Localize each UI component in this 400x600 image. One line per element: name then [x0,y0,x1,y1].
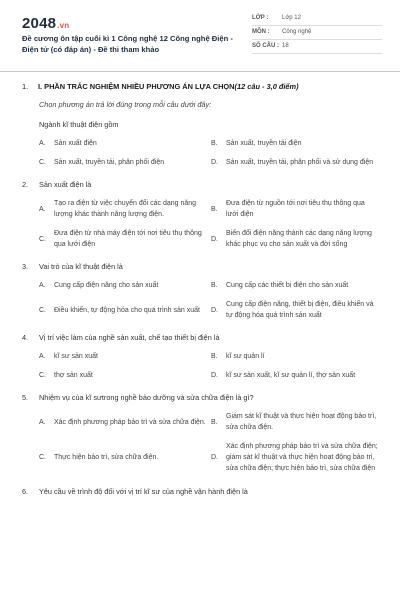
question-text [22,332,400,343]
option-letter: D. [211,454,218,461]
option-c[interactable] [39,299,211,321]
option-letter: D. [211,372,218,379]
question-text [22,261,400,272]
option-a[interactable] [39,138,211,149]
option-text: Sản xuất, truyền tải điện [226,140,302,147]
option-text: Thực hiện bảo trì, sửa chữa điện. [54,454,159,461]
option-letter: D. [211,235,218,243]
answer-options [39,411,400,474]
option-d[interactable] [211,228,383,250]
question-number: 6. [22,487,29,496]
option-letter: C. [39,159,46,166]
header-divider [0,71,400,72]
question-text [22,486,400,497]
option-d[interactable] [211,299,383,321]
option-c[interactable] [39,157,211,168]
option-b[interactable] [211,198,383,220]
question-number: 3. [22,262,29,271]
meta-key: SỐ CÂU : [252,43,279,49]
meta-value: 18 [282,43,289,49]
answer-options [39,280,400,321]
option-text: Cung cấp các thiết bị điện cho sản xuất [226,282,349,289]
option-a[interactable] [39,198,211,220]
meta-row-class [252,12,382,26]
question-number: 5. [22,393,29,402]
section-title [22,80,400,94]
question-stem: Yêu cầu về trình độ đối với vị trí kĩ sư của nghề vận hành điện là [39,487,248,496]
option-text: Tạo ra điện từ việc chuyển đổi các dạng năng lượng khác thành năng lượng điện. [54,200,197,218]
option-letter: A. [39,353,46,360]
option-letter: B. [211,282,218,289]
option-letter: C. [39,454,46,461]
meta-value: Công nghệ [282,29,312,35]
option-a[interactable] [39,351,211,362]
question-number: 2. [22,180,29,189]
option-b[interactable] [211,138,383,149]
option-letter: C. [39,235,46,243]
option-text: kĩ sư sản xuất [54,353,98,360]
meta-row-count [252,40,382,54]
option-text: Đưa điện từ nhà máy điện tới nơi tiêu thụ thông qua lưới điện [54,230,202,248]
question-text: Ngành kĩ thuật điện gồm [39,120,119,129]
option-c[interactable] [39,441,211,474]
answer-options [39,351,400,381]
option-a[interactable] [39,411,211,433]
option-letter: A. [39,140,46,147]
exam-content [0,80,400,497]
option-letter: A. [39,418,46,426]
option-b[interactable] [211,280,383,291]
option-letter: D. [211,306,218,314]
option-text: Xác định phương pháp bảo trì và sửa chữa điện; giám sát kĩ thuật và thực hiện hoạt động bảo trì, sửa chữa điện; thực hiện bảo trì, sửa chữa điện [226,443,378,472]
question-stem: Sản xuất điện là [39,180,92,189]
option-text: Sản xuất, truyền tải, phân phối điện [54,159,165,166]
option-d[interactable] [211,370,383,381]
option-d[interactable] [211,157,383,168]
option-letter: C. [39,372,46,379]
answer-options [39,138,400,168]
meta-key: MÔN : [252,29,270,35]
option-letter: B. [211,418,218,426]
option-text: Cung cấp điện năng cho sản xuất [54,282,159,289]
page-header [0,0,400,64]
option-letter: B. [211,140,218,147]
meta-value: Lớp 12 [282,15,301,21]
option-b[interactable] [211,411,383,433]
option-text: kĩ sư sản xuất, kĩ sư quản lí, thợ sản xuất [226,372,356,379]
option-text: Cung cấp điện năng, thiết bị điện, điều khiển và tự động hóa quá trình sản xuất [226,301,374,319]
option-a[interactable] [39,280,211,291]
option-b[interactable] [211,351,383,362]
question-number: 1. [22,82,29,91]
document-meta [252,12,382,54]
option-text: thợ sản xuất [54,372,93,379]
option-text: Biến đổi điện năng thành các dạng năng lượng khác phục vụ cho sản xuất và đời sống [226,230,372,248]
logo-text: 2048 [22,15,57,32]
question-stem: Vị trí việc làm của nghề sản xuất, chế tạo thiết bị điện là [39,333,220,342]
question-5 [22,392,400,474]
option-text: Sản xuất điện [54,140,97,147]
question-2 [22,179,400,250]
section-heading: I. PHẦN TRẮC NGHIỆM NHIỀU PHƯƠNG ÁN LỰA CHỌN [38,82,235,91]
question-4 [22,332,400,381]
question-1 [22,119,400,168]
option-letter: B. [211,353,218,360]
option-text: Sản xuất, truyền tải, phân phối và sử dụng điện [226,159,374,166]
question-number: 4. [22,333,29,342]
question-stem: Nhiệm vụ của kĩ sưtrong nghề bảo dưỡng và sửa chữa điện là gì? [39,393,254,402]
logo-suffix: .vn [57,21,70,30]
question-6 [22,486,400,497]
site-logo[interactable] [22,15,69,32]
option-text: Điều khiển, tự động hóa cho quá trình sản xuất [54,306,200,314]
option-letter: B. [211,205,218,213]
option-letter: D. [211,159,218,166]
meta-row-subject [252,26,382,40]
option-letter: A. [39,205,46,213]
option-text: kĩ sư quản lí [226,353,265,360]
document-title: Đề cương ôn tập cuối kì 1 Công nghệ 12 Công nghệ Điện - Điện tử (có đáp án) - Đề thi tham khảo [22,34,233,54]
question-text [22,179,400,190]
question-text [22,392,400,403]
section-instruction: Chọn phương án trả lời đúng trong mỗi câu dưới đây: [39,100,212,109]
option-d[interactable] [211,441,383,474]
option-letter: A. [39,282,46,289]
section-score: (12 câu - 3,0 điểm) [234,82,299,91]
option-text: Giám sát kĩ thuật và thực hiện hoạt động bảo trì, sửa chữa điện. [226,413,377,431]
option-text: Xác định phương pháp bảo trì và sửa chữa điện. [54,418,206,426]
meta-key: LỚP : [252,15,269,21]
option-c[interactable] [39,228,211,250]
question-stem: Vai trò của kĩ thuật điện là [39,262,123,271]
answer-options [39,198,400,250]
option-c[interactable] [39,370,211,381]
option-letter: C. [39,306,46,314]
question-3 [22,261,400,321]
option-text: Đưa điện từ nguồn tới nơi tiêu thụ thông qua lưới điện [226,200,365,218]
